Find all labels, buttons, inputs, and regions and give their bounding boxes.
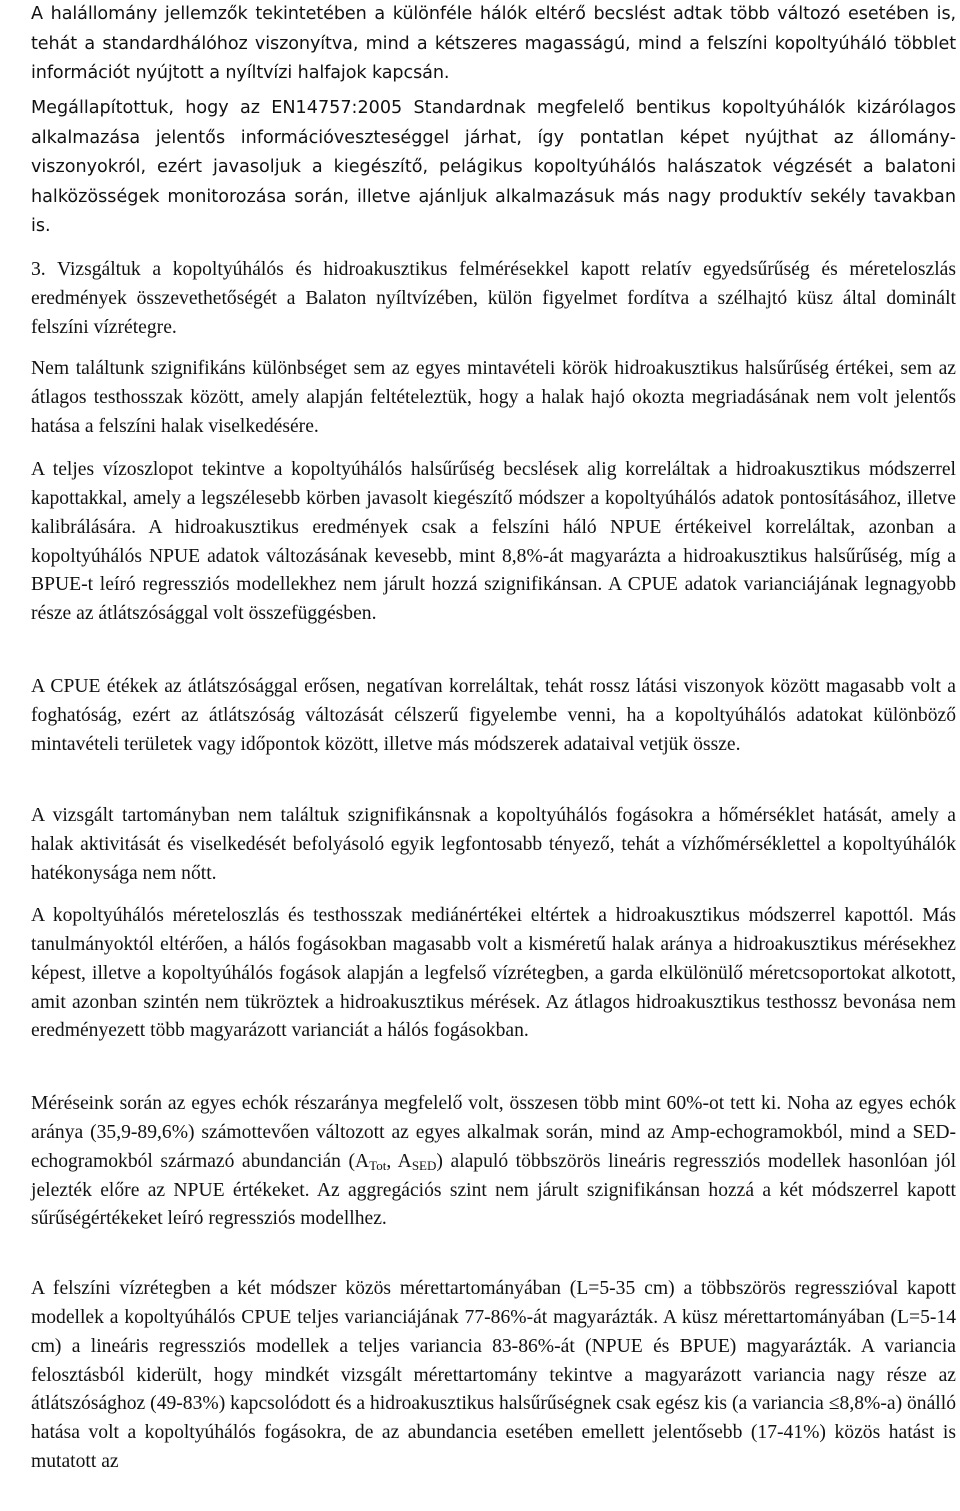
paragraph-9	[31, 1090, 956, 1234]
paragraph-4: Nem találtunk szignifikáns különbséget sem az egyes mintavételi körök hidroakusztikus halsűrűség értékei, sem az átlagos testhosszak között, amely alapján feltételeztük, hogy a halak hajó okozta megriadásának nem volt jelentős hatása a felszíni halak viselkedésére.	[31, 358, 956, 437]
paragraph-9-text-a: Méréseink során az egyes echók részaránya megfelelő volt, összesen több mint 60%-ot tett ki. Noha az egyes echók aránya (35,9-89,6%) számottevően változott az egyes alkalmak során, mind az Amp-echogramokból, mind a SED-echogramokból származó abundancián (A	[31, 1093, 956, 1172]
subscript-sed: SED	[411, 1157, 437, 1173]
paragraph-9-text-b: , A	[386, 1150, 412, 1172]
paragraph-2: Megállapítottuk, hogy az EN14757:2005 Standardnak megfelelő bentikus kopoltyúhálók kizárólagos alkalmazása jelentős információveszteséggel járhat, így pontatlan képet nyújthat az állomány-viszonyokról, ezért javasoljuk a kiegészítő, pelágikus kopoltyúhálós halászatok végzését a balatoni halközösségek monitorozása során, illetve ajánljuk alkalmazásuk más nagy produktív sekély tavakban is.	[31, 98, 956, 237]
paragraph-7: A vizsgált tartományban nem találtuk szignifikánsnak a kopoltyúhálós fogásokra a hőmérséklet hatását, amely a halak aktivitását és viselkedését befolyásoló egyik legfontosabb tényező, tehát a vízhőmérséklettel a kopoltyúhálók hatékonysága nem nőtt.	[31, 805, 956, 884]
paragraph-9-text-c: ) alapuló többszörös lineáris regressziós modellek hasonlóan jól jelezték előre az NPUE értékeket. Az aggregációs szint nem járult szignifikánsan hozzá a két módszerrel kapott sűrűségértékeket leíró regressziós modellhez.	[31, 1150, 957, 1230]
paragraph-5: A teljes vízoszlopot tekintve a kopoltyúhálós halsűrűség becslések alig korreláltak a hidroakusztikus módszerrel kapottakkal, amely a legszélesebb körben javasolt kiegészítő módszer a kopoltyúhálós adatok pontosításához, illetve kalibrálására. A hidroakusztikus eredmények csak a felszíni háló NPUE értékeivel korreláltak, azonban a kopoltyúhálós NPUE adatok változásának kevesebb, mint 8,8%-át magyarázta a hidroakusztikus halsűrűség, míg a BPUE-t leíró regressziós modellekhez nem járult hozzá szignifikánsan. A CPUE adatok varianciájának legnagyobb része az átlátszósággal volt összefüggésben.	[31, 459, 956, 625]
paragraph-1: A halállomány jellemzők tekintetében a különféle hálók eltérő becslést adtak több változó esetében is, tehát a standardhálóhoz viszonyítva, mind a kétszeres magasságú, mind a felszíni kopoltyúháló többlet információt nyújtott a nyíltvízi halfajok kapcsán.	[31, 4, 956, 84]
paragraph-8: A kopoltyúhálós méreteloszlás és testhosszak mediánértékei eltértek a hidroakusztikus módszerrel kapottól. Más tanulmányoktól eltérően, a hálós fogásokban magasabb volt a kisméretű halak aránya a hidroakusztikus mérésekhez képest, illetve a kopoltyúhálós fogások alapján a legfelső vízrétegben, a garda elkülönülő méretcsoportokat alkotott, amit azonban szintén nem tükröztek a hidroakusztikus mérések. Az átlagos hidroakusztikus testhossz bevonása nem eredményezett több magyarázott varianciát a hálós fogásokban.	[31, 905, 956, 1042]
paragraph-6: A CPUE étékek az átlátszósággal erősen, negatívan korreláltak, tehát rossz látási viszonyok között magasabb volt a foghatóság, ezért az átlátszóság változását célszerű figyelembe venni, ha a kopoltyúhálós adatokat különböző mintavételi területek vagy időpontok között, illetve más módszerek adataival vetjük össze.	[31, 676, 956, 755]
paragraph-10: A felszíni vízrétegben a két módszer közös mérettartományában (L=5-35 cm) a többszörös regresszióval kapott modellek a kopoltyúhálós CPUE teljes varianciájának 77-86%-át magyarázták. A küsz mérettartományában (L=5-14 cm) a lineáris regressziós modellek a teljes variancia 83-86%-át (NPUE és BPUE) magyarázták. A variancia felosztásból kiderült, hogy mindkét vizsgált mérettartomány tekintve a magyarázott variancia nagy része az átlátszósághoz (49-83%) kapcsolódott és a hidroakusztikus halsűrűségnek csak egész kis (a variancia ≤8,8%-a) önálló hatása volt a kopoltyúhálós fogásokra, de az abundancia esetében emellett jelentősebb (17-41%) közös hatást is mutatott az	[31, 1278, 956, 1473]
subscript-tot: Tot	[369, 1157, 387, 1173]
paragraph-3: 3. Vizsgáltuk a kopoltyúhálós és hidroakusztikus felmérésekkel kapott relatív egyedsűrűség és méreteloszlás eredmények összevethetőségét a Balaton nyíltvízében, külön figyelmet fordítva a szélhajtó küsz által dominált felszíni vízrétegre.	[31, 259, 956, 338]
